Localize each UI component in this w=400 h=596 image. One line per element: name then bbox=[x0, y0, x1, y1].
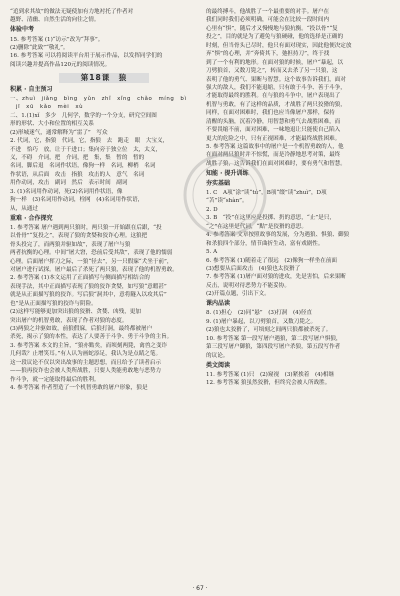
answer-line: 第三段写屠户御狼，第四段写屠户杀狼，第五段写作者 bbox=[206, 344, 341, 351]
answer-line: 不进 恰巧 放，让于千进口；集向旁于独立位 太，太义， bbox=[10, 146, 162, 153]
answer-line: 越野、清幽、自然生活的向往之情。 bbox=[10, 17, 100, 24]
answer-line: 两者抗衡的心理。中间“屠大窘，恐前后受其敌”，表现了他的懦弱 bbox=[10, 250, 173, 257]
answer-line: (3)想要从后面攻击 (4)狼也太狡猾了 bbox=[206, 265, 301, 272]
answer-line: 的最终搏斗，他战胜了一个最重要的对手。屠户在 bbox=[206, 9, 330, 15]
answer-line: 1. C A项“涂”读“tú”，B项“缀”读“zhuì”，D项 bbox=[206, 190, 327, 197]
answer-line: 用作动词，攻击 副词 然后 表示时间 副词 bbox=[10, 180, 128, 187]
watermark-stamp bbox=[180, 150, 270, 240]
answer-line: 9. (1)屠户暴起，以刀劈狼首，又数刀毙之。 bbox=[206, 318, 317, 325]
answer-line: 2. 参考答案 (1)本文运用了正面描写与侧面描写相结合的 bbox=[10, 275, 150, 282]
section-heading: 夯实基础 bbox=[206, 179, 231, 187]
answer-line: 机智与勇敢，有了这样的品质，才战胜了两只狡猾的狼， bbox=[206, 101, 346, 108]
answer-line: 作状语，从后面 攻击 指狼 攻击的人 意气 名词 bbox=[10, 171, 145, 178]
answer-line: 名词，脚后退 名词作状语，像狗一样 名词，柳梢 名词 bbox=[10, 163, 156, 170]
pinyin-line: jī xū kǎo mèi xù bbox=[10, 104, 84, 111]
answer-line: “之”在这里是代词，“黠”是狡猾的意思。 bbox=[206, 223, 307, 230]
answer-line: 二、1.(1)xǐ 多少 几何学，数学的一个分支，研究空间图 bbox=[10, 112, 157, 119]
pinyin-line: 一、zhuì jiǎng bìng yǔn zhǐ xǐng chǎo míng bì bbox=[10, 95, 187, 102]
section-heading: 体验中考 bbox=[10, 26, 35, 34]
answer-line: 6. 参考答案 (1)随着走了很远 (2)像狗一样坐在前面 bbox=[206, 257, 338, 264]
answer-line: 15. 参考答案 (1)“访示”改为“拜事”。 bbox=[10, 36, 104, 43]
answer-line: 时刻，但当骨头已尽时，他只有面对现实，因此他便决定放 bbox=[206, 42, 352, 49]
answer-line: 5. 参考答案 这篇故事中的屠户是一个机智勇敢的人，他 bbox=[206, 144, 344, 150]
lesson-banner bbox=[10, 73, 198, 83]
answer-line: 才能取得最终的胜利。在与狼的斗争中，屠户表现出了 bbox=[206, 93, 341, 100]
section-heading: 知能 · 提升训练 bbox=[206, 169, 249, 177]
answer-line: (2)这样写能够更加突出狼的狡猾、贪婪、凶残，更加 bbox=[10, 309, 141, 316]
answer-line: 作斗争，就一定能取得最后的胜利。 bbox=[10, 376, 100, 383]
answer-line: 4. 参考答案 作者塑造了一个机智勇敢的屠户形象，狼是 bbox=[10, 385, 148, 392]
answer-line: 的议论。 bbox=[206, 352, 229, 359]
answer-line: (2)狼也太狡猾了，可顷刻之间两只狼都被杀死了。 bbox=[206, 327, 332, 334]
answer-line: 在面对两只狼时并不惊慌，而是冷静地思考对策，最终 bbox=[206, 152, 341, 159]
answer-line: “追到求其故”的做法无疑使加有力地衬托了作者对 bbox=[10, 9, 134, 15]
answer-line: 3. 参考答案 本文的主旨，“狼亦黠矣，而顷刻两毙，禽兽之变诈 bbox=[10, 342, 168, 349]
answer-line: ——狼再狡诈也会被人类所战胜，只要人类能勇敢地与恶势力 bbox=[10, 368, 162, 375]
answer-line: 12. 参考答案 狼虽然狡猾，但终究会被人所战胜。 bbox=[206, 380, 331, 387]
answer-line: 骨头投完了，而两狼并驱如故”，表现了屠户与狼 bbox=[10, 241, 131, 248]
answer-line: 4. 参考答案 文章按照故事的发展，分为遇狼、惧狼、御狼 bbox=[206, 232, 350, 239]
answer-line: 16. 参考答案 可以将阅读平台用于展示作品，以发挥同学们的 bbox=[10, 53, 163, 60]
answer-line: (2)形城迷气，通常解释为“雷了” 写众 bbox=[10, 129, 108, 136]
answer-line: 以骨骨”“复投之”，表现了狼的贪婪和狡诈心理。这狼把 bbox=[10, 233, 148, 240]
answer-line: 阅读兴趣并提高作品120元的阅读情况。 bbox=[10, 61, 111, 68]
answer-line: 形的形状、大小和位置的相互关系 bbox=[10, 121, 94, 128]
answer-line: 2. D bbox=[206, 206, 218, 213]
answer-line: 2. 代词，它，指狼 代词，它，指狼 去 跑走 眼 大宝义， bbox=[10, 138, 169, 145]
left-column bbox=[10, 8, 198, 580]
section-heading: 积累 · 自主预习 bbox=[10, 85, 53, 93]
answer-line: 心理。后面屠户挥刀之际，一狼“径去”，另一只假寐“犬坐于前”， bbox=[10, 258, 173, 265]
lesson-title: 第18课 狼 bbox=[59, 73, 149, 83]
answer-line: 义，不碍 介词，把 介词，把 集，集 暂的 暂的 bbox=[10, 155, 150, 162]
answer-line: 5. A bbox=[206, 249, 218, 256]
answer-line: 7. 参考答案 (1)屠户面对狼的进攻，先是害怕，后来果断 bbox=[206, 274, 346, 281]
answer-line: 表明了他的勇气、果断与智慧。这个故事告诉我们，面对 bbox=[206, 76, 346, 83]
answer-line: 清醒的头脑，沉着冷静，用智慧和勇气去战胜困难，而 bbox=[206, 118, 341, 125]
answer-line: 到了一个有利的地形。在面对狼的时候，屠户“暴起，以 bbox=[206, 59, 344, 66]
answer-line: 我们同时我们必须明确，可能会在比较一段时间内 bbox=[206, 17, 330, 24]
answer-line: 这一段议论不仅以突出故事的主题思想，而且给予了读者启示 bbox=[10, 359, 162, 366]
answer-line: 表现手法，其中正面描写表现了狼的狡诈贪婪，如写狼“意暇甚” bbox=[10, 283, 167, 290]
answer-line: (2)开篇点题，引出下文。 bbox=[206, 291, 270, 298]
answer-line: 10. 参考答案 第一段写屠户遇狼，第二段写屠户惧狼， bbox=[206, 335, 342, 342]
answer-line: 刀劈狼首，又数刀毙之”，转而又去杀了另一只狼，这 bbox=[206, 68, 338, 75]
answer-line: 杀死，揭示了狼的本性，表达了人要善于斗争、勇于斗争的主旨。 bbox=[10, 334, 173, 341]
answer-line: 和杀狼四个部分，情节曲折生动，富有戏剧性。 bbox=[206, 240, 324, 247]
answer-line: 就是从正面描写狼的狡诈。写后狼“洞其中，意将隧入以攻其后” bbox=[10, 292, 167, 299]
answer-line: 8. (1)担心 (2)同“悬” (3)打洞 (4)径直 bbox=[206, 310, 313, 317]
answer-line: 突出屠户的机智勇敢，表现了作者对狼的态度。 bbox=[10, 317, 128, 324]
answer-line: 弃“惧”的心理，并“奔倚其下，弛担持刀”，终于找 bbox=[206, 51, 330, 58]
answer-line: 3. B “投”在这里应是投掷、扔的意思，“止”是只， bbox=[206, 215, 335, 222]
answer-line: 战胜了狼，这告诉我们在面对困难时，要有勇气和智慧。 bbox=[206, 160, 346, 167]
answer-line: 心里有“惧”，随后才又慢慢地与狼抗衡。“投以骨”“复 bbox=[206, 25, 338, 32]
answer-line: “苫”读“shàn”。 bbox=[206, 198, 248, 205]
answer-line: 也”是从正面描写狼的狡诈与阴险。 bbox=[10, 300, 97, 307]
answer-line: 1. 参考答案 屠户遇到两只狼时，两只狼一开始跟在后跟，“投 bbox=[10, 224, 162, 231]
answer-line: 投之”，目的就是为了避免与狼硬碰，他的选择是正确的 bbox=[206, 34, 344, 41]
right-column bbox=[206, 8, 392, 580]
answer-line: 强大的敌人，我们不能退缩，只有敢于斗争、善于斗争， bbox=[206, 84, 346, 91]
answer-line: 狗一样 (3)名词用作动词，栓网 (4)名词用作状语， bbox=[10, 197, 144, 204]
section-heading: 类文阅读 bbox=[206, 361, 231, 369]
answer-line: 11. 参考答案 (1)只 (2)窥视 (3)紧挨着 (4)相继 bbox=[206, 371, 335, 378]
answer-line: 几何哉？止增笑耳。”有人认为画蛇添足，我认为是点睛之笔。 bbox=[10, 351, 162, 358]
answer-line: 对屠户进行试探。屠户最后了杀死了两只狼，表现了他的机智勇敢。 bbox=[10, 266, 178, 273]
answer-line: 更大的危险之中，只有正视困难，才能最终战胜困难。 bbox=[206, 135, 341, 142]
answer-line: (3)两狼之并驱如故，前狼假寐，后狼打洞，最终都被屠户 bbox=[10, 326, 153, 333]
section-heading: 重难 · 合作探究 bbox=[10, 214, 53, 222]
answer-line: 不要畏缩不前，面对困难，一味地退让只能使自己陷入 bbox=[206, 127, 341, 134]
section-heading: 课内品读 bbox=[206, 300, 231, 308]
answer-line: 3. (1)名词用作动词，死(2)名词用作状语，像 bbox=[10, 188, 123, 195]
answer-line: (2)删除“此致”“敬礼”。 bbox=[10, 44, 69, 51]
answer-line: 从，从通过 bbox=[10, 205, 38, 212]
page-number: · 67 · bbox=[192, 585, 208, 592]
answer-line: 同样，在面对困难时，我们也应当像屠户那样，保持 bbox=[206, 110, 335, 117]
answer-line: 反击，说明对待恶势力不能妥协。 bbox=[206, 282, 290, 289]
